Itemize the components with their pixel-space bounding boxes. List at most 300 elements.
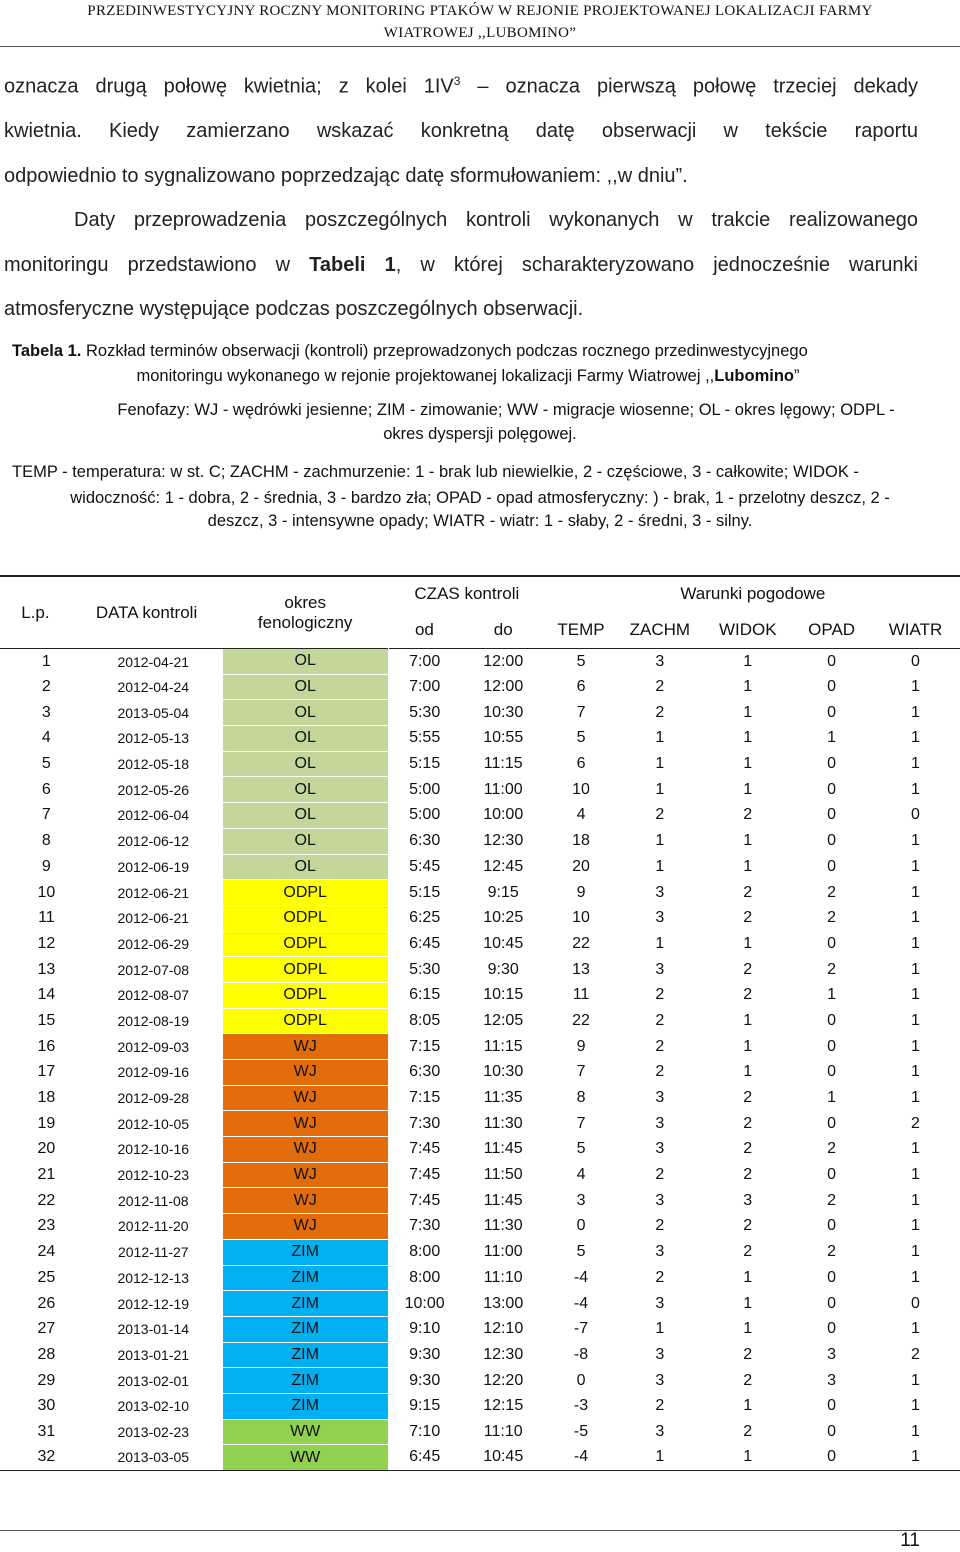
cell-to: 12:30 bbox=[483, 1345, 524, 1363]
cell-from: 7:30 bbox=[409, 1217, 441, 1235]
body-line-3: odpowiednio to sygnalizowano poprzedzając datę sformułowaniem: ,,w dniu”. bbox=[4, 165, 688, 187]
cell-to: 10:15 bbox=[483, 986, 524, 1004]
cell-zachm: 1 bbox=[655, 934, 665, 952]
cell-widok: 1 bbox=[743, 1320, 753, 1338]
header-date: DATA kontroli bbox=[95, 602, 198, 622]
cell-date: 2012-06-12 bbox=[117, 833, 190, 850]
body-text: monitoringu przedstawiono w bbox=[4, 254, 310, 276]
cell-wiatr: 1 bbox=[911, 1422, 920, 1440]
cell-widok: 3 bbox=[743, 1191, 753, 1209]
cell-lp: 16 bbox=[37, 1037, 56, 1055]
header-phase-line-1: okres bbox=[284, 592, 326, 612]
cell-lp: 23 bbox=[37, 1217, 56, 1235]
body-text: – oznacza pierwszą połowę trzeciej dekady bbox=[460, 75, 919, 98]
cell-from: 6:45 bbox=[388, 1445, 461, 1471]
table-row bbox=[0, 1111, 960, 1137]
cell-to: 11:15 bbox=[483, 1037, 523, 1055]
cell-to: 10:55 bbox=[483, 729, 524, 747]
cell-date: 2013-02-23 bbox=[117, 1423, 190, 1440]
cell-to: 11:30 bbox=[483, 1114, 523, 1132]
cell-lp: 25 bbox=[37, 1268, 56, 1286]
cell-widok: 2 bbox=[743, 1089, 753, 1107]
cell-to: 11:35 bbox=[483, 1089, 523, 1107]
cell-wiatr: 1 bbox=[911, 909, 920, 927]
table-row bbox=[0, 751, 960, 777]
cell-widok: 2 bbox=[743, 1114, 753, 1132]
table-row bbox=[0, 1265, 960, 1291]
cell-from: 10:00 bbox=[404, 1294, 445, 1312]
cell-lp: 29 bbox=[37, 1371, 56, 1389]
cell-opad: 2 bbox=[827, 1191, 837, 1209]
cell-widok: 2 bbox=[743, 1371, 753, 1389]
cell-zachm: 2 bbox=[655, 1397, 665, 1415]
cell-lp: 15 bbox=[37, 1011, 56, 1029]
cell-opad: 1 bbox=[827, 1089, 837, 1107]
cell-zachm: 3 bbox=[655, 1191, 665, 1209]
cell-zachm: 1 bbox=[655, 1320, 665, 1338]
cell-date: 2013-05-04 bbox=[117, 704, 190, 721]
cell-to: 12:30 bbox=[483, 832, 524, 850]
cell-lp: 18 bbox=[37, 1089, 56, 1107]
cell-wiatr: 1 bbox=[911, 1011, 920, 1029]
table-row bbox=[0, 905, 960, 931]
cell-widok: 1 bbox=[703, 1445, 792, 1471]
table-row bbox=[0, 828, 960, 854]
cell-temp: -3 bbox=[573, 1397, 589, 1415]
cell-widok: 2 bbox=[743, 1345, 753, 1363]
cell-lp: 7 bbox=[41, 806, 51, 824]
cell-wiatr: 1 bbox=[911, 934, 920, 952]
cell-from: 5:30 bbox=[409, 960, 441, 978]
cell-lp: 32 bbox=[0, 1445, 71, 1471]
cell-to: 11:10 bbox=[483, 1422, 523, 1440]
cell-phase: WJ bbox=[222, 1034, 388, 1060]
cell-opad: 2 bbox=[827, 1140, 837, 1158]
cell-wiatr: 1 bbox=[911, 1037, 920, 1055]
cell-temp: 9 bbox=[576, 883, 586, 901]
cell-zachm: 1 bbox=[655, 832, 665, 850]
cell-date: 2013-01-21 bbox=[117, 1346, 190, 1363]
cell-wiatr: 1 bbox=[911, 1371, 920, 1389]
cell-temp: 5 bbox=[576, 1243, 586, 1261]
cell-widok: 2 bbox=[743, 1217, 753, 1235]
cell-lp: 30 bbox=[37, 1397, 56, 1415]
cell-from: 9:10 bbox=[409, 1320, 441, 1338]
cell-widok: 1 bbox=[743, 934, 753, 952]
cell-to: 12:05 bbox=[483, 1011, 524, 1029]
cell-widok: 2 bbox=[743, 883, 753, 901]
cell-date: 2012-06-19 bbox=[117, 858, 190, 875]
cell-lp: 6 bbox=[41, 780, 51, 798]
cell-date: 2012-09-03 bbox=[117, 1038, 190, 1055]
table-row bbox=[0, 1214, 960, 1240]
header-from: od bbox=[414, 619, 434, 639]
cell-from: 9:30 bbox=[409, 1371, 441, 1389]
cell-opad: 3 bbox=[827, 1345, 837, 1363]
table-row bbox=[0, 726, 960, 752]
table-body bbox=[0, 649, 960, 1471]
cell-phase: OL bbox=[222, 828, 388, 854]
cell-widok: 2 bbox=[743, 986, 753, 1004]
cell-lp: 13 bbox=[37, 960, 56, 978]
cell-widok: 1 bbox=[743, 1011, 753, 1029]
cell-date: 2013-02-10 bbox=[117, 1398, 190, 1415]
cell-from: 7:00 bbox=[388, 649, 461, 675]
table-row bbox=[0, 1445, 960, 1471]
cell-phase: ODPL bbox=[222, 931, 388, 957]
cell-wiatr: 1 bbox=[911, 729, 920, 747]
cell-to: 12:10 bbox=[483, 1320, 524, 1338]
cell-widok: 2 bbox=[743, 960, 753, 978]
cell-zachm: 1 bbox=[655, 729, 665, 747]
table-row bbox=[0, 1291, 960, 1317]
cell-lp: 10 bbox=[37, 883, 56, 901]
cell-date: 2012-09-28 bbox=[117, 1090, 190, 1107]
cell-phase: ODPL bbox=[222, 957, 388, 983]
cell-from: 8:05 bbox=[409, 1011, 441, 1029]
cell-wiatr: 1 bbox=[911, 1140, 920, 1158]
weather-legend-1: TEMP - temperatura: w st. C; ZACHM - zachmurzenie: 1 - brak lub niewielkie, 2 - częściowe, 3 - całkowite; WIDOK - bbox=[12, 463, 859, 481]
cell-zachm: 1 bbox=[655, 755, 665, 773]
cell-phase: WJ bbox=[222, 1111, 388, 1137]
cell-phase: ZIM bbox=[222, 1291, 388, 1317]
table-reference: Tabeli 1 bbox=[309, 254, 396, 276]
cell-phase: OL bbox=[222, 726, 388, 752]
cell-wiatr: 2 bbox=[911, 1345, 920, 1363]
header-divider bbox=[0, 46, 960, 47]
table-row bbox=[0, 1137, 960, 1163]
cell-lp: 20 bbox=[37, 1140, 56, 1158]
cell-opad: 0 bbox=[827, 806, 837, 824]
cell-to: 11:10 bbox=[483, 1268, 523, 1286]
cell-from: 5:15 bbox=[409, 755, 441, 773]
cell-opad: 2 bbox=[827, 1243, 837, 1261]
cell-widok: 2 bbox=[743, 1422, 753, 1440]
cell-temp: 18 bbox=[572, 832, 590, 850]
table-row bbox=[0, 1008, 960, 1034]
cell-opad: 0 bbox=[827, 857, 837, 875]
cell-temp: 7 bbox=[576, 703, 586, 721]
cell-from: 6:30 bbox=[409, 832, 441, 850]
cell-lp: 21 bbox=[37, 1166, 56, 1184]
cell-lp: 22 bbox=[37, 1191, 56, 1209]
cell-to: 11:15 bbox=[483, 755, 523, 773]
header-phase-line-2: fenologiczny bbox=[257, 612, 353, 632]
cell-from: 5:30 bbox=[409, 703, 441, 721]
caption-text: monitoringu wykonanego w rejonie projektowanej lokalizacji Farmy Wiatrowej ,, bbox=[136, 367, 715, 385]
cell-phase: WW bbox=[222, 1419, 388, 1445]
cell-from: 7:10 bbox=[409, 1422, 441, 1440]
cell-opad: 1 bbox=[827, 729, 837, 747]
cell-widok: 2 bbox=[743, 1140, 753, 1158]
cell-from: 5:15 bbox=[409, 883, 441, 901]
cell-phase: OL bbox=[222, 674, 388, 700]
body-text: oznacza drugą połowę kwietnia; z kolei 1IV bbox=[4, 75, 454, 98]
cell-opad: 0 bbox=[827, 755, 837, 773]
cell-phase: ZIM bbox=[222, 1393, 388, 1419]
cell-widok: 1 bbox=[743, 703, 753, 721]
cell-wiatr: 1 bbox=[911, 986, 920, 1004]
cell-date: 2012-06-04 bbox=[117, 807, 190, 824]
cell-from: 5:45 bbox=[409, 857, 441, 875]
cell-zachm: 2 bbox=[655, 806, 665, 824]
table-row bbox=[0, 1188, 960, 1214]
cell-widok: 2 bbox=[743, 1243, 753, 1261]
cell-phase: ZIM bbox=[222, 1316, 388, 1342]
cell-temp: 6 bbox=[576, 755, 586, 773]
cell-opad: 0 bbox=[792, 649, 871, 675]
cell-wiatr: 1 bbox=[911, 1243, 920, 1261]
page-number: 11 bbox=[900, 1530, 920, 1551]
table-caption bbox=[12, 340, 948, 363]
cell-widok: 1 bbox=[743, 832, 753, 850]
cell-temp: 10 bbox=[572, 909, 590, 927]
table-row bbox=[0, 854, 960, 880]
cell-temp: -7 bbox=[573, 1320, 589, 1338]
cell-wiatr: 1 bbox=[911, 1268, 920, 1286]
cell-from: 7:15 bbox=[409, 1037, 441, 1055]
table-caption-line-2 bbox=[0, 365, 948, 388]
cell-wiatr: 1 bbox=[911, 1217, 920, 1235]
cell-temp: 13 bbox=[572, 960, 590, 978]
cell-widok: 1 bbox=[743, 857, 753, 875]
cell-date: 2012-06-21 bbox=[117, 884, 190, 901]
cell-date: 2012-05-18 bbox=[117, 756, 190, 773]
cell-zachm: 3 bbox=[655, 1089, 665, 1107]
cell-phase: OL bbox=[222, 751, 388, 777]
footer-divider bbox=[0, 1530, 960, 1531]
cell-zachm: 3 bbox=[655, 1114, 665, 1132]
cell-lp: 3 bbox=[41, 703, 51, 721]
running-header bbox=[0, 0, 960, 44]
cell-wiatr: 1 bbox=[871, 1445, 960, 1471]
cell-widok: 1 bbox=[743, 1294, 753, 1312]
cell-lp: 2 bbox=[41, 678, 51, 696]
cell-zachm: 1 bbox=[655, 857, 665, 875]
cell-temp: 20 bbox=[572, 857, 590, 875]
cell-from: 6:45 bbox=[409, 934, 441, 952]
cell-to: 12:20 bbox=[483, 1371, 524, 1389]
cell-zachm: 2 bbox=[655, 678, 665, 696]
cell-to: 10:45 bbox=[483, 934, 524, 952]
cell-lp: 5 bbox=[41, 755, 51, 773]
cell-to: 10:30 bbox=[483, 1063, 524, 1081]
cell-date: 2012-05-26 bbox=[117, 781, 190, 798]
cell-from: 7:45 bbox=[409, 1191, 441, 1209]
cell-temp: 11 bbox=[572, 986, 590, 1004]
cell-widok: 1 bbox=[743, 1063, 753, 1081]
cell-opad: 2 bbox=[827, 883, 837, 901]
cell-temp: 0 bbox=[576, 1217, 586, 1235]
cell-phase: ZIM bbox=[222, 1368, 388, 1394]
cell-opad: 0 bbox=[827, 703, 837, 721]
cell-date: 2012-06-21 bbox=[117, 910, 190, 927]
cell-temp: 22 bbox=[572, 934, 590, 952]
cell-lp: 27 bbox=[37, 1320, 56, 1338]
cell-zachm: 3 bbox=[655, 1294, 665, 1312]
cell-lp: 24 bbox=[37, 1243, 56, 1261]
header-lp: L.p. bbox=[21, 602, 50, 622]
cell-temp: 0 bbox=[576, 1371, 586, 1389]
cell-wiatr: 1 bbox=[911, 832, 920, 850]
cell-wiatr: 0 bbox=[871, 649, 960, 675]
cell-wiatr: 1 bbox=[911, 1089, 920, 1107]
body-line-2: kwietnia. Kiedy zamierzano wskazać konkretną datę obserwacji w tekście raportu bbox=[4, 120, 918, 142]
cell-opad: 0 bbox=[827, 832, 837, 850]
cell-from: 7:45 bbox=[409, 1166, 441, 1184]
cell-from: 7:00 bbox=[409, 678, 441, 696]
cell-widok: 1 bbox=[743, 755, 753, 773]
cell-lp: 1 bbox=[0, 649, 71, 675]
cell-zachm: 1 bbox=[655, 780, 665, 798]
cell-from: 9:30 bbox=[409, 1345, 441, 1363]
cell-opad: 2 bbox=[827, 960, 837, 978]
header-time-group: CZAS kontroli bbox=[414, 584, 520, 603]
header-widok: WIDOK bbox=[718, 619, 777, 639]
cell-phase: WJ bbox=[222, 1085, 388, 1111]
cell-lp: 31 bbox=[37, 1422, 56, 1440]
cell-phase: ODPL bbox=[222, 1008, 388, 1034]
cell-lp: 8 bbox=[41, 832, 51, 850]
cell-zachm: 3 bbox=[655, 1345, 665, 1363]
cell-date: 2012-12-13 bbox=[117, 1269, 190, 1286]
cell-zachm: 2 bbox=[655, 986, 665, 1004]
cell-to: 9:30 bbox=[487, 960, 519, 978]
cell-from: 5:00 bbox=[409, 780, 441, 798]
cell-phase: OL bbox=[222, 803, 388, 829]
superscript: 3 bbox=[453, 74, 461, 88]
cell-widok: 1 bbox=[703, 649, 792, 675]
cell-zachm: 2 bbox=[655, 1166, 665, 1184]
cell-to: 9:15 bbox=[487, 883, 519, 901]
table-row bbox=[0, 931, 960, 957]
body-text: , w której scharakteryzowano jednocześnie warunki bbox=[395, 254, 918, 276]
cell-date: 2012-04-21 bbox=[71, 649, 223, 675]
cell-opad: 0 bbox=[827, 1294, 837, 1312]
cell-phase: ZIM bbox=[222, 1239, 388, 1265]
cell-zachm: 3 bbox=[655, 1243, 665, 1261]
cell-opad: 1 bbox=[827, 986, 837, 1004]
cell-widok: 2 bbox=[743, 909, 753, 927]
cell-widok: 1 bbox=[743, 678, 753, 696]
cell-wiatr: 1 bbox=[911, 1320, 920, 1338]
cell-date: 2012-11-08 bbox=[117, 1192, 189, 1209]
cell-from: 6:15 bbox=[409, 986, 441, 1004]
cell-phase: WJ bbox=[222, 1188, 388, 1214]
cell-opad: 0 bbox=[792, 1445, 871, 1471]
cell-phase: WJ bbox=[222, 1060, 388, 1086]
cell-from: 8:00 bbox=[409, 1268, 441, 1286]
cell-to: 11:30 bbox=[483, 1217, 523, 1235]
caption-text: Rozkład terminów obserwacji (kontroli) przeprowadzonych podczas rocznego przedinwestycyjnego bbox=[81, 342, 808, 360]
cell-temp: 6 bbox=[576, 678, 586, 696]
table-row bbox=[0, 700, 960, 726]
cell-lp: 12 bbox=[37, 934, 56, 952]
cell-from: 6:30 bbox=[409, 1063, 441, 1081]
table-row bbox=[0, 1034, 960, 1060]
cell-widok: 1 bbox=[743, 1037, 753, 1055]
cell-temp: 5 bbox=[576, 729, 586, 747]
observations-table bbox=[0, 575, 960, 1471]
cell-temp: -4 bbox=[546, 1445, 617, 1471]
header-line-1: PRZEDINWESTYCYJNY ROCZNY MONITORING PTAKÓW W REJONIE PROJEKTOWANEJ LOKALIZACJI FARMY bbox=[87, 3, 873, 19]
cell-opad: 0 bbox=[827, 1166, 837, 1184]
cell-zachm: 1 bbox=[616, 1445, 703, 1471]
cell-date: 2012-09-16 bbox=[117, 1064, 190, 1081]
header-temp: TEMP bbox=[557, 619, 605, 639]
table-row bbox=[0, 1419, 960, 1445]
cell-wiatr: 1 bbox=[911, 857, 920, 875]
cell-temp: 9 bbox=[576, 1037, 586, 1055]
cell-to: 13:00 bbox=[483, 1294, 524, 1312]
cell-from: 7:45 bbox=[409, 1140, 441, 1158]
cell-date: 2012-10-05 bbox=[117, 1115, 190, 1132]
cell-opad: 0 bbox=[827, 1037, 837, 1055]
cell-lp: 11 bbox=[38, 909, 55, 927]
cell-lp: 14 bbox=[37, 986, 56, 1004]
cell-phase: ODPL bbox=[222, 982, 388, 1008]
table-row bbox=[0, 1085, 960, 1111]
cell-widok: 1 bbox=[743, 1268, 753, 1286]
cell-temp: 4 bbox=[576, 1166, 586, 1184]
body-line-1 bbox=[4, 74, 918, 99]
caption-text: ” bbox=[793, 367, 800, 385]
cell-phase: OL bbox=[222, 777, 388, 803]
cell-from: 5:55 bbox=[409, 729, 441, 747]
cell-date: 2012-10-16 bbox=[117, 1141, 190, 1158]
table-row bbox=[0, 957, 960, 983]
cell-phase: ODPL bbox=[222, 880, 388, 906]
cell-date: 2012-05-13 bbox=[117, 730, 190, 747]
cell-wiatr: 1 bbox=[911, 1191, 920, 1209]
cell-date: 2012-08-19 bbox=[117, 1012, 190, 1029]
cell-date: 2012-12-19 bbox=[117, 1295, 190, 1312]
cell-temp: -8 bbox=[573, 1345, 589, 1363]
cell-to: 12:45 bbox=[483, 857, 524, 875]
table-row bbox=[0, 982, 960, 1008]
cell-zachm: 3 bbox=[655, 883, 665, 901]
cell-zachm: 2 bbox=[655, 1011, 665, 1029]
cell-opad: 0 bbox=[827, 934, 837, 952]
header-weather-group: Warunki pogodowe bbox=[680, 584, 826, 603]
cell-to: 10:25 bbox=[483, 909, 524, 927]
cell-temp: 4 bbox=[576, 806, 586, 824]
cell-lp: 19 bbox=[37, 1114, 56, 1132]
cell-wiatr: 1 bbox=[911, 780, 920, 798]
cell-temp: -5 bbox=[573, 1422, 589, 1440]
cell-zachm: 2 bbox=[655, 1217, 665, 1235]
cell-lp: 28 bbox=[37, 1345, 56, 1363]
cell-wiatr: 0 bbox=[911, 806, 920, 824]
cell-date: 2013-02-01 bbox=[117, 1372, 190, 1389]
cell-opad: 0 bbox=[827, 1397, 837, 1415]
cell-phase: WW bbox=[222, 1445, 388, 1471]
header-opad: OPAD bbox=[808, 619, 856, 639]
cell-wiatr: 1 bbox=[911, 1166, 920, 1184]
table-row bbox=[0, 777, 960, 803]
cell-temp: 7 bbox=[576, 1114, 586, 1132]
cell-from: 7:15 bbox=[409, 1089, 441, 1107]
cell-to: 11:45 bbox=[483, 1191, 523, 1209]
cell-widok: 2 bbox=[743, 806, 753, 824]
cell-to: 11:45 bbox=[483, 1140, 523, 1158]
cell-zachm: 2 bbox=[655, 1037, 665, 1055]
cell-date: 2012-08-07 bbox=[117, 987, 190, 1004]
cell-opad: 0 bbox=[827, 1063, 837, 1081]
cell-opad: 0 bbox=[827, 780, 837, 798]
cell-to: 11:00 bbox=[483, 1243, 523, 1261]
cell-opad: 0 bbox=[827, 1114, 837, 1132]
